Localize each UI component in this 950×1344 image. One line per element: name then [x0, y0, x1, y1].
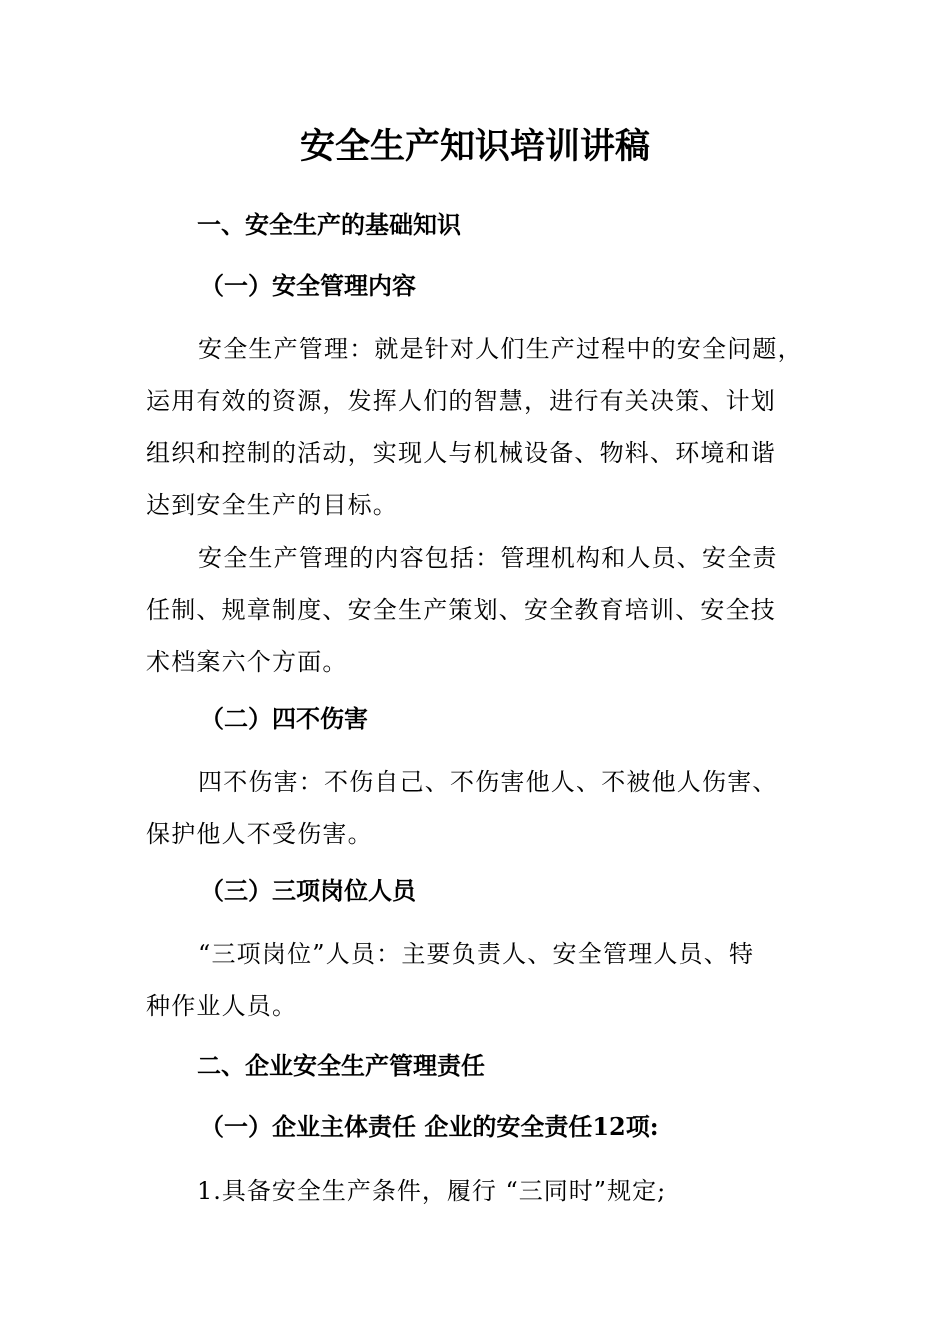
paragraph-line: 任制、规章制度、安全生产策划、安全教育培训、安全技 — [146, 596, 776, 624]
paragraph-line: 安全生产管理的内容包括：管理机构和人员、安全责 — [198, 544, 778, 572]
document-title: 安全生产知识培训讲稿 — [299, 126, 650, 167]
paragraph-safety-management-contents — [146, 532, 836, 688]
section-heading-2: 二、企业安全生产管理责任 — [197, 1051, 485, 1080]
subsection-heading-1-2: （二）四不伤害 — [200, 704, 368, 733]
paragraph-line: 组织和控制的活动，实现人与机械设备、物料、环境和谐 — [146, 439, 776, 467]
list-item: 1.具备安全生产条件，履行 “三同时”规定; — [197, 1177, 667, 1205]
subsection-heading-1-3: （三）三项岗位人员 — [200, 876, 416, 905]
paragraph-line: 安全生产管理：就是针对人们生产过程中的安全问题， — [198, 335, 803, 363]
paragraph-line: “三项岗位”人员：主要负责人、安全管理人员、特 — [198, 940, 755, 968]
paragraph-line: 四不伤害：不伤自己、不伤害他人、不被他人伤害、 — [198, 768, 778, 796]
paragraph-four-no-harm — [146, 756, 836, 860]
paragraph-three-positions — [146, 928, 836, 1032]
paragraph-line: 保护他人不受伤害。 — [146, 820, 373, 848]
paragraph-line: 达到安全生产的目标。 — [146, 491, 398, 519]
section-heading-1: 一、安全生产的基础知识 — [197, 210, 461, 239]
paragraph-line: 种作业人员。 — [146, 992, 298, 1020]
subsection-heading-2-1: （一）企业主体责任 企业的安全责任12项: — [200, 1112, 659, 1141]
paragraph-line: 运用有效的资源，发挥人们的智慧，进行有关决策、计划 — [146, 387, 776, 415]
subsection-heading-1-1: （一）安全管理内容 — [200, 271, 416, 300]
paragraph-line: 术档案六个方面。 — [146, 648, 348, 676]
paragraph-safety-management-definition — [146, 323, 836, 531]
